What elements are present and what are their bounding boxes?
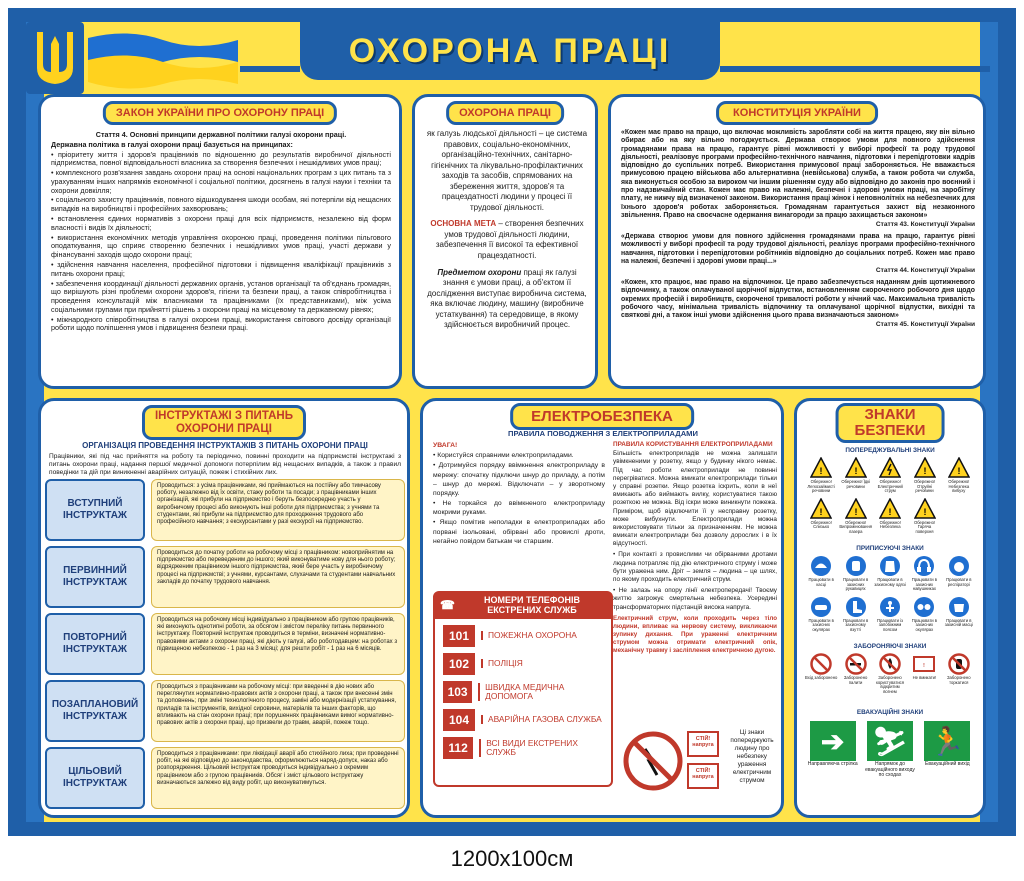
phones-title-text: НОМЕРИ ТЕЛЕФОНІВ ЕКСТРЕНИХ СЛУЖБ [484,595,580,615]
sign-caption: Працювати в захисних окулярах [911,617,938,633]
sign-caption: Напрямок до евакуаційного виходу по сходах [865,761,915,778]
prescriptive-sign [943,596,975,633]
respirator-icon [948,555,970,577]
warning-sign [805,457,837,494]
goggles-icon [810,596,832,618]
sign-caption: Заборонено торкатися [947,675,971,685]
electro-rules-text: Більшість електроприладів не можна залишати увімкненими у розетку, якщо у будинку нікого немає. Під час роботи електроприлади не повинні перегріватися. Можна вмикати електроприлади тільки у справні розетки. Якщо розетка іскрить, коли в неї вмикають або виймають вилку, користуватися такою розеткою не можна. Від іскри може виникнути пожежа. Приміром, щоб відключити її у несправну розетку, може вибухнути. Електроприлади можна використовувати тільки за призначенням. Не можна вмикати електроприлади без дозволу дорослих і в їх відсутності. [613,450,777,548]
instructions-panel [38,398,410,818]
electro-right-text [613,441,777,655]
sign-caption: Направляюча стрілка [807,761,858,767]
svg-text:!: ! [854,466,858,476]
ohorona-subject-text: праці як галузі знання є умови праці, а об'єктом її дослідження виступає виробнича система, яка включає людину, машину (виробниче устаткування) та середовище, в якому здійснюється виробничий процес. [427,267,587,330]
phone-row [443,737,603,759]
constitution-panel [608,94,986,389]
prescriptive-signs-title: ПРИПИСУЮЧІ ЗНАКИ [856,545,924,552]
prescriptive-sign [874,596,906,633]
ohorona-panel [412,94,598,389]
constitution-note-43: Стаття 43. Конституції України [875,221,975,229]
sign-caption: Обережно! Слизько [810,519,832,530]
ohorona-meta-label: ОСНОВНА МЕТА [430,219,497,229]
prescriptive-sign [805,555,837,592]
law-article: Стаття 4. Основні принципи державної політики галузі охорони праці. [95,130,347,139]
ohorona-heading: ОХОРОНА ПРАЦІ [446,101,564,125]
prescriptive-sign [874,555,906,592]
ohorona-definition: як галузь людської діяльності – це система правових, соціально-економічних, організаційно-технічних, санітарно-гігієнічних та лікувально-профілактичних заходів та засобів, спрямованих на збереження життя, здоров'я та працездатності людини у процесі її трудової діяльності. [426,129,588,212]
sign-caption: Обережно! Випромінювання лазера [839,519,873,535]
warning-sign [839,498,872,535]
sign-caption: Працювати в захисних рукавицях [842,577,869,592]
no-smoking-icon [845,653,867,675]
electro-left-text [433,441,605,547]
sign-caption: Працювати в захисних навушниках [911,577,938,592]
forbidding-sign [943,653,975,694]
law-heading: ЗАКОН УКРАЇНИ ПРО ОХОРОНУ ПРАЦІ [103,101,337,125]
arrow-right-icon: ➔ [810,721,856,761]
instruction-text: Проводиться до початку роботи на робочому місці з працівником: новоприйнятим на підприємство або переведеним до іншого; який виконуватиме нову для нього роботу; відрядженим працівником іншого підприємства, який бере участь у виробничому процесі на підприємстві; з учнями, курсантами, слухачами та студентами навчальних закладів до початку трудового навчання. [151,546,405,608]
sign-caption: Працювати в захисній масці [944,617,973,628]
ukraine-flag-icon [88,30,238,90]
electro-item: • Не торкайся до ввімкненого електроприладу мокрими руками. [433,500,605,517]
sign-caption: Обережно! Небезпека вибуху [948,479,970,494]
warning-sign [874,457,906,494]
instructions-heading [142,405,306,440]
ohorona-meta-text: – створення безпечних умов трудової діяльності людини, забезпечення її високої та ефективної працездатності. [435,219,584,261]
header-deco-right [720,66,990,72]
sign-caption: Працювати із запобіжним поясом [877,617,903,633]
electro-panel [420,398,784,818]
electro-attention: УВАГА! [433,442,458,449]
title-banner [300,22,720,80]
evacuation-sign [805,721,860,779]
face-mask-icon [948,596,970,618]
instructions-heading-line2: ОХОРОНИ ПРАЦІ [176,422,272,435]
instruction-text: Проводиться: з усіма працівниками, які приймаються на постійну або тимчасову роботу, незалежно від їх освіти, стажу роботи та посади; з працівниками інших організацій, які прибули на підприємство і беруть безпосередню участь у виробничому процесі або виконують інші роботи для підприємства; з учнями та студентами, які прибули на підприємство для проходження трудового або професійного навчання; з екскурсантами у разі екскурсії на підприємство. [151,479,405,541]
sign-caption: Працювати в захисних окулярах [808,617,834,633]
svg-text:!: ! [923,506,927,517]
forbidding-signs-title: ЗАБОРОНЯЮЧІ ЗНАКИ [853,643,927,650]
svg-text:!: ! [923,663,926,669]
helmet-icon [810,555,832,577]
law-item: • використання економічних методів управління охороною праці, проведення політики пільгового оподаткування, що сприяє створенню безпечних і нешкідливих умов праці, участі держави у фінансуванні заходів щодо охорони праці; [51,232,391,260]
constitution-heading: КОНСТИТУЦІЯ УКРАЇНИ [716,101,878,125]
electro-item: • Дотримуйся порядку ввімкнення електроприладу в мережу: спочатку підключи шнур до приладу, а потім – шнур до мережі. Відключати – у зворотному порядку. [433,462,605,497]
warning-sign [839,457,872,494]
prescriptive-sign [839,596,871,633]
law-item: • здійснення навчання населення, професійної підготовки і підвищення кваліфікації працівників з питань охорони праці; [51,259,391,278]
warning-triangle-icon [810,457,832,479]
evacuation-signs-grid [805,721,975,779]
emergency-phones [433,591,613,787]
phone-row [443,653,603,675]
ear-protection-icon [913,555,935,577]
warning-triangle-icon [948,457,970,479]
phone-number: 101 [443,625,475,647]
sign-caption: Заборонено палити [843,675,868,685]
electric-warning-icon [879,457,901,479]
law-text [51,131,391,334]
gloves-icon [845,555,867,577]
trident-icon [33,28,77,88]
sign-caption: Евакуаційний вихід [924,761,970,767]
electro-heading: ЕЛЕКТРОБЕЗПЕКА [510,403,694,430]
electro-rules-title: ПРАВИЛА КОРИСТУВАННЯ ЕЛЕКТРОПРИЛАДАМИ [613,441,773,448]
law-intro: Державна політика в галузі охорони праці базується на принципах: [51,139,293,149]
stop-voltage-badge: СТІЙ! напруга [687,763,719,789]
signs-panel [794,398,986,818]
stairs-exit-icon: ⛷ [867,721,913,761]
constitution-art45: «Кожен, хто працює, має право на відпочинок. Це право забезпечується наданням днів щотижневого відпочинку, а також оплачуваної щорічної відпустки, встановленням скороченого робочого дня щодо окремих професій і виробництв, скороченої тривалості роботи у нічний час. Максимальна тривалість робочого часу, мінімальна тривалість відпочинку та оплачуваної щорічної відпустки, вихідні та святкові дні, а також інші умови здійснення цього права визначаються законом» [621,279,975,320]
sign-caption: Обережно! Гаряча поверхня [913,519,936,535]
constitution-note-45: Стаття 45. Конституції України [875,321,975,329]
stop-voltage-badge: СТІЙ! напруга [687,731,719,757]
warning-sign [874,498,906,535]
prescriptive-signs-grid [805,555,975,633]
phone-service: АВАРІЙНА ГАЗОВА СЛУЖБА [481,715,602,724]
instruction-label: ПОВТОРНИЙ ІНСТРУКТАЖ [45,613,145,675]
instruction-label: ПОЗАПЛАНОВИЙ ІНСТРУКТАЖ [45,680,145,742]
sign-caption: Обережно! Отруйні речовини [913,479,936,494]
signs-heading-line1: ЗНАКИ [864,406,916,423]
prescriptive-sign [908,555,940,592]
evacuation-sign [862,721,917,779]
instructions-heading-line1: ІНСТРУКТАЖІ З ПИТАНЬ [154,410,294,422]
instruction-row-primary [45,546,405,608]
sign-caption: Обережно! Легкозаймисті речовини [807,479,835,494]
forbidding-sign [805,653,837,694]
law-item: • забезпечення координації діяльності державних органів, установ організації та об'єднань громадян, що вирішують різні проблеми охорони здоров'я, гігієни та безпеки праці, а також співробітництва і проведення консультацій між власниками та працівниками (їх представниками), між усіма соціальними групами при прийнятті рішень з охорони праці на місцевому та державному рівнях; [51,278,391,314]
svg-text:!: ! [957,466,961,476]
svg-text:!: ! [854,506,858,517]
evacuation-sign [920,721,975,779]
warning-triangle-icon [845,457,867,479]
ohorona-text [425,129,589,332]
warning-sign [908,498,940,535]
size-caption: 1200x100см [450,846,574,871]
phone-row [443,625,603,647]
law-item: • комплексного розв'язання завдань охорони праці на основі національних програм з цих питань та з урахуванням інших напрямків економічної і соціальної політики, досягнень в галузі науки і техніки та охорони довкілля; [51,168,391,195]
constitution-note-44: Стаття 44. Конституції України [875,267,975,275]
page-title: ОХОРОНА ПРАЦІ [348,31,672,70]
warning-signs-title: ПОПЕРЕДЖУВАЛЬНІ ЗНАКИ [845,447,935,454]
phone-row [443,681,603,703]
sign-caption: Обережно! Електричний струм [877,479,903,494]
sign-caption: Працювати в респіраторі [946,577,972,587]
phone-number: 112 [443,737,473,759]
sign-caption: Працювати в касці [808,577,834,587]
forbidding-sign [874,653,906,694]
constitution-art44: «Держава створює умови для повного здійснення громадянами права на працю, гарантує рівні можливості у виборі професії та роду трудової діяльності, реалізує програми професійно-технічного навчання, підготовки і перепідготовки робітників відповідно до соціальних потреб. Кожен має право на належні, безпечні і здорові умови праці...» [621,233,975,265]
signs-heading [836,403,945,443]
electro-sign-caption: Ці знаки попереджують людину про небезпеку ураження електричним струмом [730,729,774,784]
instruction-row-intro [45,479,405,541]
law-item: • пріоритету життя і здоров'я працівників по відношенню до результатів виробничої діяльності підприємства, повної відповідальності власника за створення безпечних і нешкідливих умов праці; [51,149,391,168]
safety-belt-icon [879,596,901,618]
constitution-art43: «Кожен має право на працю, що включає можливість заробляти собі на життя працею, яку він вільно обирає або на яку вільно погоджується. Держава створює умови для повного здійснення громадянами права на працю, гарантує рівні можливості у виборі професії та роду трудової діяльності, реалізовує програми професійно-технічного навчання, підготовки і перепідготовки кадрів відповідно до суспільних потреб. Використання примусової праці забороняється. Не вважається примусовою працею військова або альтернативна (невійськова) служба, а також робота чи служба, яка виконується особою за вироком чи іншим рішенням суду або відповідно до законів про воєнний і про надзвичайний стан. Кожен має право на належні, безпечні і здорові умови праці, на заробітну плату, не нижчу від визначеної законом. Використання праці жінок і неповнолітніх на небезпечних для їхнього здоров'я роботах забороняється. Громадянам гарантується захист від незаконного звільнення. Право на своєчасне одержання винагороди за працю захищається законом» [621,129,975,219]
warning-triangle-icon [914,498,936,520]
sign-caption: Працювати в захисному одязі [874,577,906,587]
header-deco-left [240,66,300,72]
instruction-label: ЦІЛЬОВИЙ ІНСТРУКТАЖ [45,747,145,809]
phone-icon: ☎ [440,598,455,612]
phone-service: ПОЛІЦІЯ [481,659,523,668]
forbidding-signs-grid [805,653,975,694]
law-panel [38,94,402,389]
emergency-exit-icon: 🏃 [924,721,970,761]
evacuation-signs-title: ЕВАКУАЦІЙНІ ЗНАКИ [856,709,924,716]
phone-service: ШВИДКА МЕДИЧНА ДОПОМОГА [478,683,603,701]
sign-caption: Обережно! Небезпека [879,519,901,530]
electro-wires-text: • При контакті з провислими чи обірваними дротами людина потрапляє під дію електричного струму і може бути уражена ним. Дріт – земля – людина – це шлях, по якому проходить електричний струм. [613,551,777,583]
instruction-label: ПЕРВИННИЙ ІНСТРУКТАЖ [45,546,145,608]
sign-caption: Працювати в захисному взутті [842,617,869,633]
goggles-icon [913,596,935,618]
svg-text:!: ! [819,466,823,476]
instruction-label: ВСТУПНИЙ ІНСТРУКТАЖ [45,479,145,541]
electro-subheading: ПРАВИЛА ПОВОДЖЕННЯ З ЕЛЕКТРОПРИЛАДАМИ [508,429,698,438]
instruction-row-unscheduled [45,680,405,742]
warning-sign [908,457,940,494]
no-open-flame-icon [879,653,901,675]
prescriptive-sign [839,555,871,592]
prescriptive-sign [943,555,975,592]
instruction-text: Проводиться з працівниками: при ліквідації аварії або стихійного лиха; при проведенні робіт, на які відповідно до законодавства, оформлюються наряд-допуск, наказ або розпорядження. Цільовий інструктаж проводиться індивідуально з окремим працівником або з групою працівників. Обсяг і зміст цільового інструктажу визначаються залежно від виду робіт, що виконуватимуться. [151,747,405,809]
prescriptive-sign [908,596,940,633]
warning-sign [943,457,975,494]
law-item: • міжнародного співробітництва в галузі охорони праці, використання світового досвіду організації роботи щодо поліпшення умов і підвищення безпеки праці. [51,314,391,333]
law-item: • встановлення єдиних нормативів з охорони праці для всіх підприємств, незалежно від форм власності і видів їх діяльності; [51,214,391,232]
protective-clothing-icon [879,555,901,577]
electro-pole-text: • Не залазь на опору лінії електропередачі! Твоєму життю загрожує смертельна небезпека. Усередині трансформаторних підстанцій висока напруга. [613,587,777,611]
sign-caption: Вхід заборонено [805,675,838,680]
ohorona-subject-label: Предметом охорони [437,267,522,277]
phone-row [443,709,603,731]
phone-number: 102 [443,653,475,675]
sign-caption: Заборонено користуватися відкритим вогнем [875,675,905,694]
electro-item: • Користуйся справними електроприладами. [433,452,574,460]
no-entry-icon [810,653,832,675]
no-touch-icon [948,653,970,675]
instructions-intro: Працівники, які під час прийняття на роботу та періодично, повинні проходити на підприємстві інструктажі з питань охорони праці, надання першої медичної допомоги потерпілим від нещасних випадків, а також з правил поведінки та дій при виникненні аварійних ситуацій, пожеж і стихійних лих. [49,453,401,477]
sign-caption: Обережно! Їдкі речовини [841,479,871,489]
constitution-text [621,129,975,330]
instruction-text: Проводиться з працівниками на робочому місці: при введенні в дію нових або переглянутих нормативно-правових актів з охорони праці, а також при внесенні змін та доповнень; при зміні технологічного процесу, заміні або модернізації устаткування, приладів та інструментів, вихідної сировини, матеріалів та інших факторів, що впливають на стан охорони праці; при порушеннях працівниками вимог нормативно-правових актів з охорони праці, що призвели до травм, аварій, пожеж тощо. [151,680,405,742]
instruction-row-repeat [45,613,405,675]
law-item: • соціального захисту працівників, повного відшкодування шкоди особам, які потерпіли від нещасних випадків на виробництві і професійних захворювань; [51,195,391,214]
sign-caption: Не вмикати! [912,675,937,680]
forbidding-sign [908,653,940,694]
instructions-subheading: ОРГАНІЗАЦІЯ ПРОВЕДЕННЯ ІНСТРУКТАЖІВ З ПИТАНЬ ОХОРОНИ ПРАЦІ [82,441,368,450]
phone-number: 104 [443,709,475,731]
svg-text:!: ! [819,506,823,517]
warning-sign [805,498,837,535]
svg-text:!: ! [923,466,927,476]
do-not-switch-on-icon [913,653,935,675]
instruction-text: Проводиться на робочому місці індивідуально з працівником або групою працівників, які виконують однотипні роботи, за обсягом і змістом переліку питань первинного інструктажу. Повторний інструктаж проводиться в терміни, визначені нормативно-правовими актами з охорони праці, які діють у галузі, або роботодавцем: на роботах з підвищеною небезпекою - 1 раз на 3 місяці; для решти робіт - 1 раз на 6 місяців. [151,613,405,675]
phone-service: ПОЖЕЖНА ОХОРОНА [481,631,577,640]
trident-emblem [26,22,84,94]
warning-signs-grid [805,457,975,535]
warning-triangle-icon [879,498,901,520]
forbidding-sign [839,653,871,694]
warning-triangle-icon [914,457,936,479]
prescriptive-sign [805,596,837,633]
no-touch-electric-sign-icon [623,731,683,791]
instruction-row-target [45,747,405,809]
safety-boots-icon [845,596,867,618]
electro-shock-text: Електричний струм, коли проходить через тіло людини, впливає на нервову систему, викликаючи зупинку дихання. При ураженні електричним струмом можна отримати електричний опік, механічну травму і засліплення електричною дугою. [613,614,777,654]
phone-number: 103 [443,681,472,703]
phone-service: ВСІ ВИДИ ЕКСТРЕНИХ СЛУЖБ [479,739,603,757]
svg-text:!: ! [888,506,892,517]
signs-heading-line2: БЕЗПЕКИ [854,421,926,439]
warning-triangle-icon [845,498,867,520]
warning-triangle-icon [810,498,832,520]
electro-item: • Якщо помітив неполадки в електроприладах або порвані ізольовані, обірвані або провислі дроти, негайно повідом батькам чи старшим. [433,519,605,545]
phones-title [435,593,611,619]
